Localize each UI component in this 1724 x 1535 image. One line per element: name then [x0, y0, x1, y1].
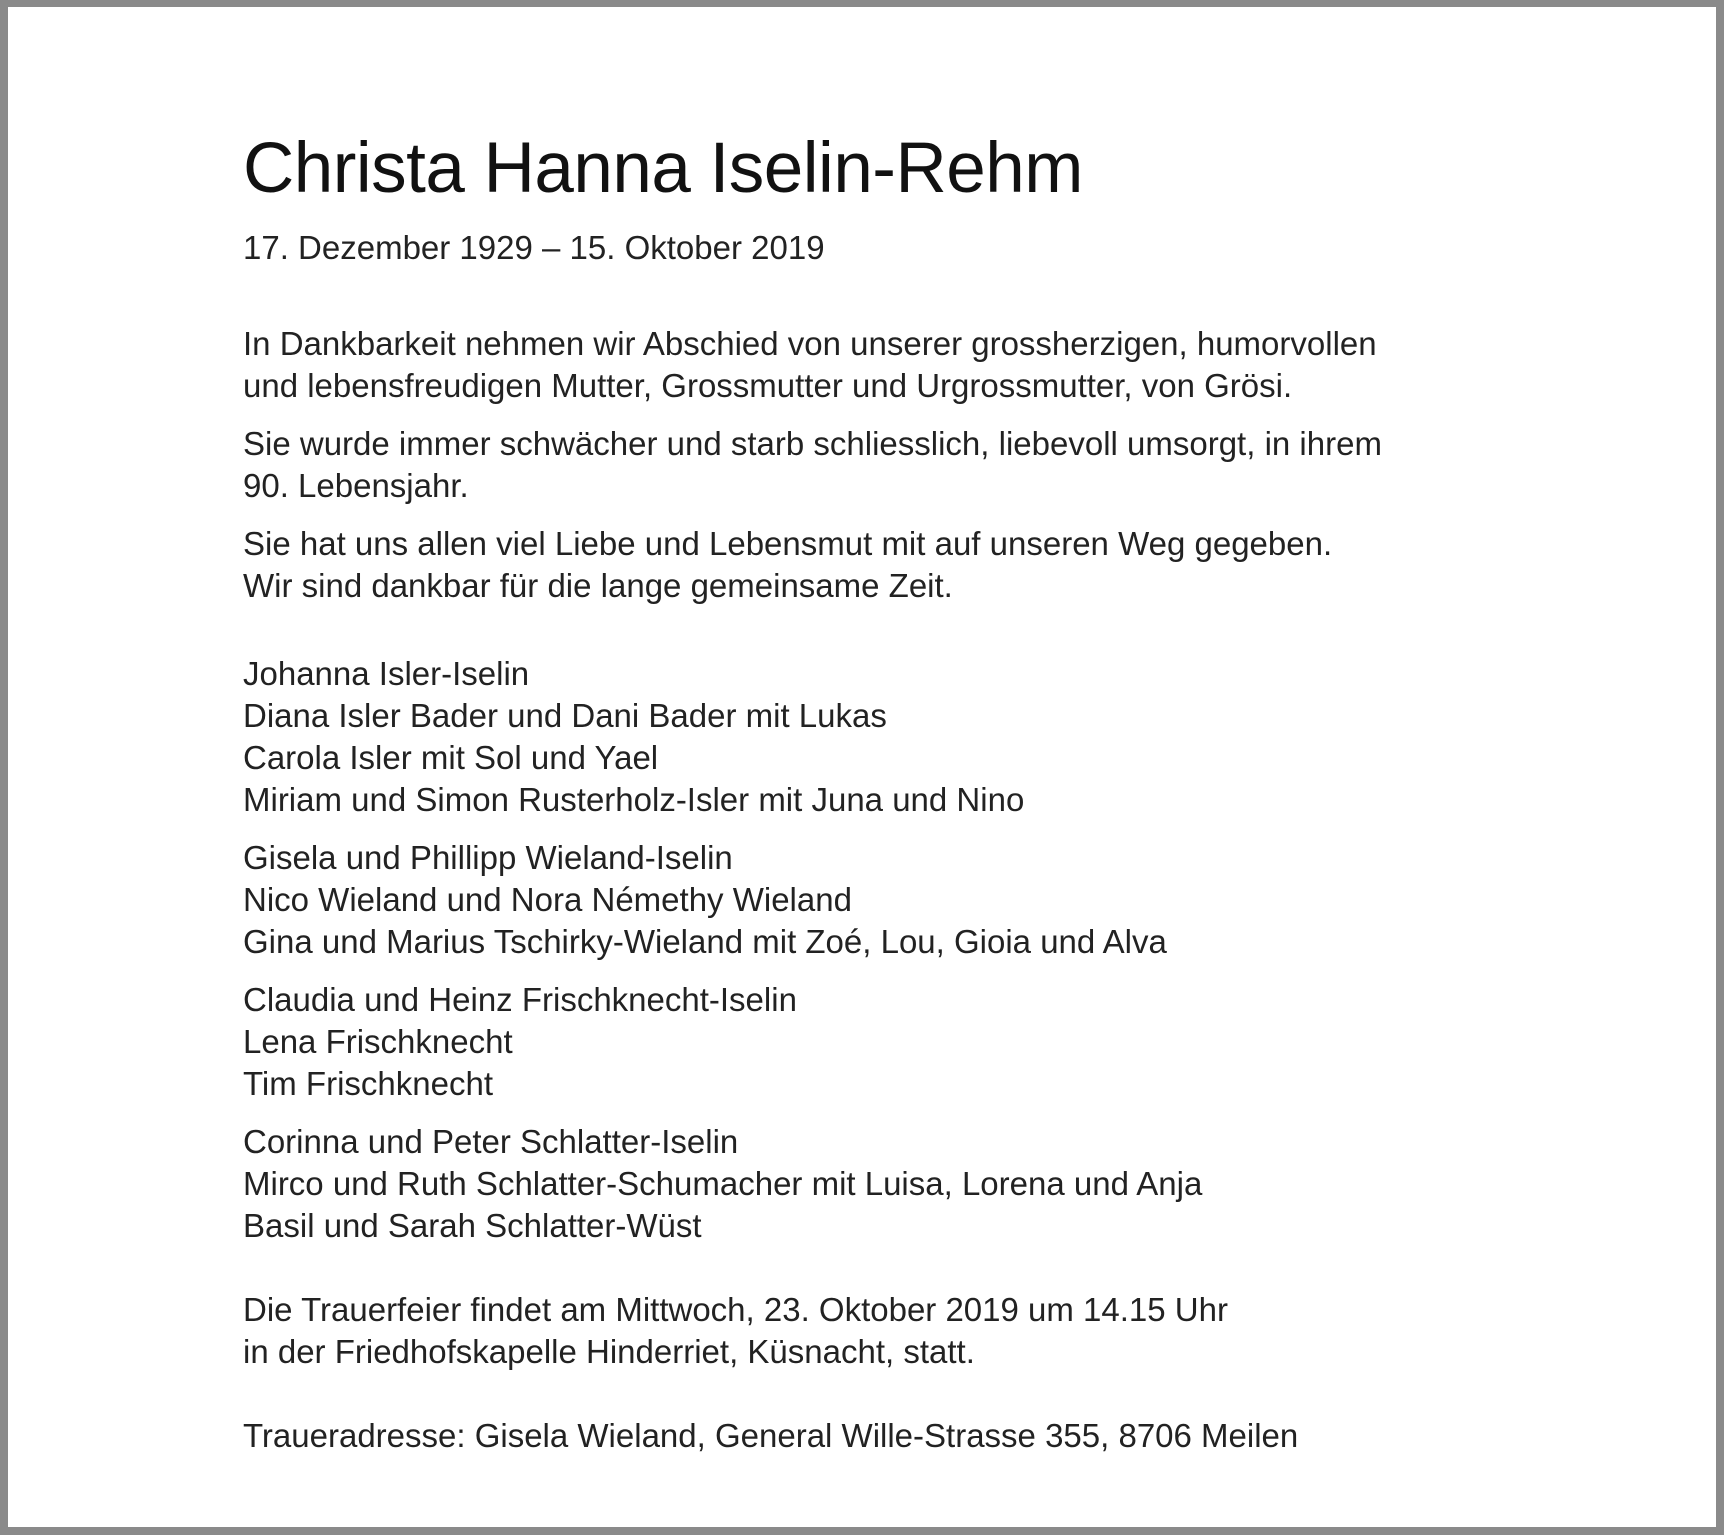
paragraph-line: Sie wurde immer schwächer und starb schliesslich, liebevoll umsorgt, in ihrem: [243, 425, 1382, 462]
paragraph: [243, 423, 1543, 507]
paragraph-line: 90. Lebensjahr.: [243, 467, 469, 504]
mourner-line: Carola Isler mit Sol und Yael: [243, 739, 659, 776]
mourners-list: [243, 653, 1543, 1247]
intro-text: [243, 323, 1543, 607]
mourner-line: Tim Frischknecht: [243, 1065, 493, 1102]
mourner-line: Basil und Sarah Schlatter-Wüst: [243, 1207, 702, 1244]
paragraph: [243, 323, 1543, 407]
family-group: [243, 979, 1543, 1105]
paragraph-line: Wir sind dankbar für die lange gemeinsame Zeit.: [243, 567, 953, 604]
mourner-line: Gisela und Phillipp Wieland-Iselin: [243, 839, 733, 876]
family-group: [243, 1121, 1543, 1247]
mourner-line: Johanna Isler-Iselin: [243, 655, 530, 692]
paragraph: [243, 523, 1543, 607]
family-group: [243, 653, 1543, 821]
address-line: Traueradresse: Gisela Wieland, General Wille-Strasse 355, 8706 Meilen: [243, 1417, 1299, 1454]
mourner-line: Lena Frischknecht: [243, 1023, 513, 1060]
service-line: Die Trauerfeier findet am Mittwoch, 23. Oktober 2019 um 14.15 Uhr: [243, 1291, 1228, 1328]
paragraph-line: Sie hat uns allen viel Liebe und Lebensmut mit auf unseren Weg gegeben.: [243, 525, 1333, 562]
paragraph-line: und lebensfreudigen Mutter, Grossmutter und Urgrossmutter, von Grösi.: [243, 367, 1293, 404]
family-group: [243, 837, 1543, 963]
service-line: in der Friedhofskapelle Hinderriet, Küsnacht, statt.: [243, 1333, 975, 1370]
paragraph-line: In Dankbarkeit nehmen wir Abschied von unserer grossherzigen, humorvollen: [243, 325, 1377, 362]
mourner-line: Nico Wieland und Nora Némethy Wieland: [243, 881, 852, 918]
mourner-line: Gina und Marius Tschirky-Wieland mit Zoé, Lou, Gioia und Alva: [243, 923, 1167, 960]
obituary-notice: [243, 127, 1543, 1457]
life-dates: 17. Dezember 1929 – 15. Oktober 2019: [243, 229, 825, 266]
mourning-address: [243, 1415, 1543, 1457]
deceased-name: Christa Hanna Iselin-Rehm: [243, 129, 1083, 208]
mourner-line: Claudia und Heinz Frischknecht-Iselin: [243, 981, 797, 1018]
mourner-line: Diana Isler Bader und Dani Bader mit Lukas: [243, 697, 887, 734]
mourner-line: Corinna und Peter Schlatter-Iselin: [243, 1123, 739, 1160]
funeral-service-info: [243, 1289, 1543, 1373]
mourner-line: Mirco und Ruth Schlatter-Schumacher mit Luisa, Lorena und Anja: [243, 1165, 1203, 1202]
mourner-line: Miriam und Simon Rusterholz-Isler mit Juna und Nino: [243, 781, 1025, 818]
